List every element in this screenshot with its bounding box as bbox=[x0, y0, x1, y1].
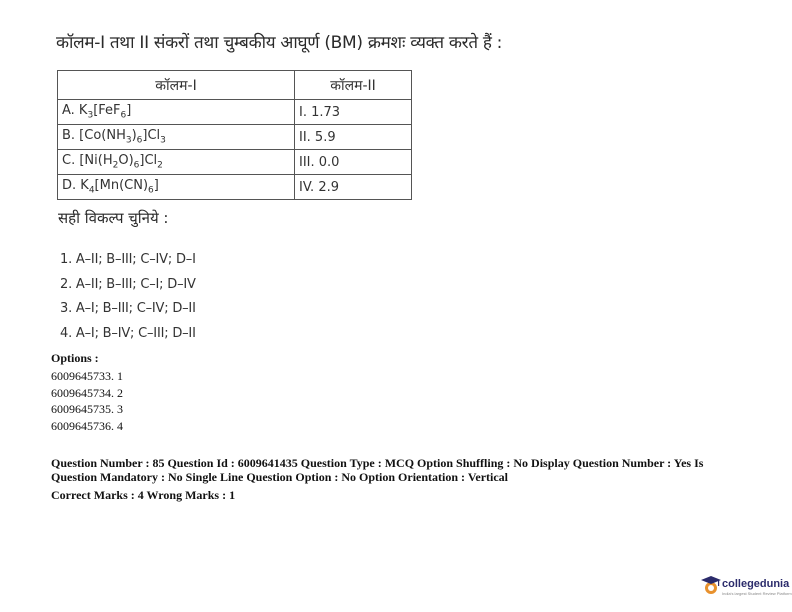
compound-part: ]Cl bbox=[142, 128, 161, 144]
subscript: 6 bbox=[133, 160, 140, 171]
subscript: 6 bbox=[148, 185, 154, 196]
question-title: कॉलम-I तथा II संकरों तथा चुम्बकीय आघूर्ण (BM) क्रमशः व्यक्त करते हैं : bbox=[56, 33, 503, 53]
subscript: 3 bbox=[87, 110, 94, 121]
column-1-header: कॉलम-I bbox=[58, 71, 295, 100]
option-id-1: 6009645733. 1 bbox=[51, 369, 123, 383]
table-header-row bbox=[58, 71, 412, 100]
column-2-cell: II. 5.9 bbox=[295, 125, 412, 150]
table-row bbox=[58, 125, 412, 150]
compound-part: ) bbox=[131, 128, 137, 144]
compound-prefix: C. [Ni(H bbox=[62, 153, 113, 169]
option-4: 4. A–I; B–IV; C–III; D–II bbox=[60, 325, 196, 341]
column-2-cell: IV. 2.9 bbox=[295, 175, 412, 200]
table-row bbox=[58, 175, 412, 200]
logo-name: collegedunia bbox=[722, 578, 790, 590]
graduate-cap-icon bbox=[700, 574, 722, 598]
option-id-2: 6009645734. 2 bbox=[51, 385, 123, 400]
choose-prompt: सही विकल्प चुनिये : bbox=[58, 209, 169, 227]
column-2-header: कॉलम-II bbox=[295, 71, 412, 100]
options-heading: Options : bbox=[51, 351, 99, 365]
subscript: 3 bbox=[125, 135, 132, 146]
column-1-cell bbox=[58, 100, 295, 125]
column-1-cell bbox=[58, 125, 295, 150]
subscript: 4 bbox=[88, 185, 95, 196]
option-id-3: 6009645735. 3 bbox=[51, 402, 123, 416]
logo-tagline: India's largest Student Review Platform bbox=[722, 591, 792, 596]
column-1-cell bbox=[58, 175, 295, 200]
column-2-cell: I. 1.73 bbox=[295, 100, 412, 125]
subscript: 6 bbox=[120, 110, 127, 121]
option-2: 2. A–II; B–III; C–I; D–IV bbox=[60, 276, 196, 292]
column-1-cell bbox=[58, 150, 295, 175]
subscript: 3 bbox=[160, 135, 166, 146]
compound-prefix: D. K bbox=[62, 178, 89, 194]
subscript: 2 bbox=[112, 160, 119, 171]
question-metadata: Question Number : 85 Question Id : 6009641435 Question Type : MCQ Option Shuffling : No Display Question Number : Yes Is Question Mandatory : No Single Line Question Option : No Option Orientation : Vertical bbox=[51, 456, 704, 484]
compound-part: [Mn(CN) bbox=[94, 178, 149, 194]
compound-prefix: A. K bbox=[62, 103, 88, 119]
compound-part: O) bbox=[118, 153, 134, 169]
compound-part: ] bbox=[126, 103, 132, 119]
table-row bbox=[58, 100, 412, 125]
answer-options bbox=[60, 248, 196, 346]
matching-table bbox=[57, 70, 412, 200]
option-ids bbox=[51, 368, 123, 434]
compound-part: ] bbox=[153, 178, 159, 194]
option-1: 1. A–II; B–III; C–IV; D–I bbox=[60, 252, 196, 267]
table-row bbox=[58, 150, 412, 175]
compound-prefix: B. [Co(NH bbox=[62, 128, 126, 144]
collegedunia-logo bbox=[700, 574, 792, 604]
compound-part: ]Cl bbox=[139, 153, 158, 169]
column-2-cell: III. 0.0 bbox=[295, 150, 412, 175]
subscript: 6 bbox=[136, 135, 143, 146]
marks-info: Correct Marks : 4 Wrong Marks : 1 bbox=[51, 488, 236, 502]
option-id-4: 6009645736. 4 bbox=[51, 418, 123, 433]
option-3: 3. A–I; B–III; C–IV; D–II bbox=[60, 301, 196, 316]
subscript: 2 bbox=[157, 160, 163, 171]
compound-part: [FeF bbox=[93, 103, 121, 119]
